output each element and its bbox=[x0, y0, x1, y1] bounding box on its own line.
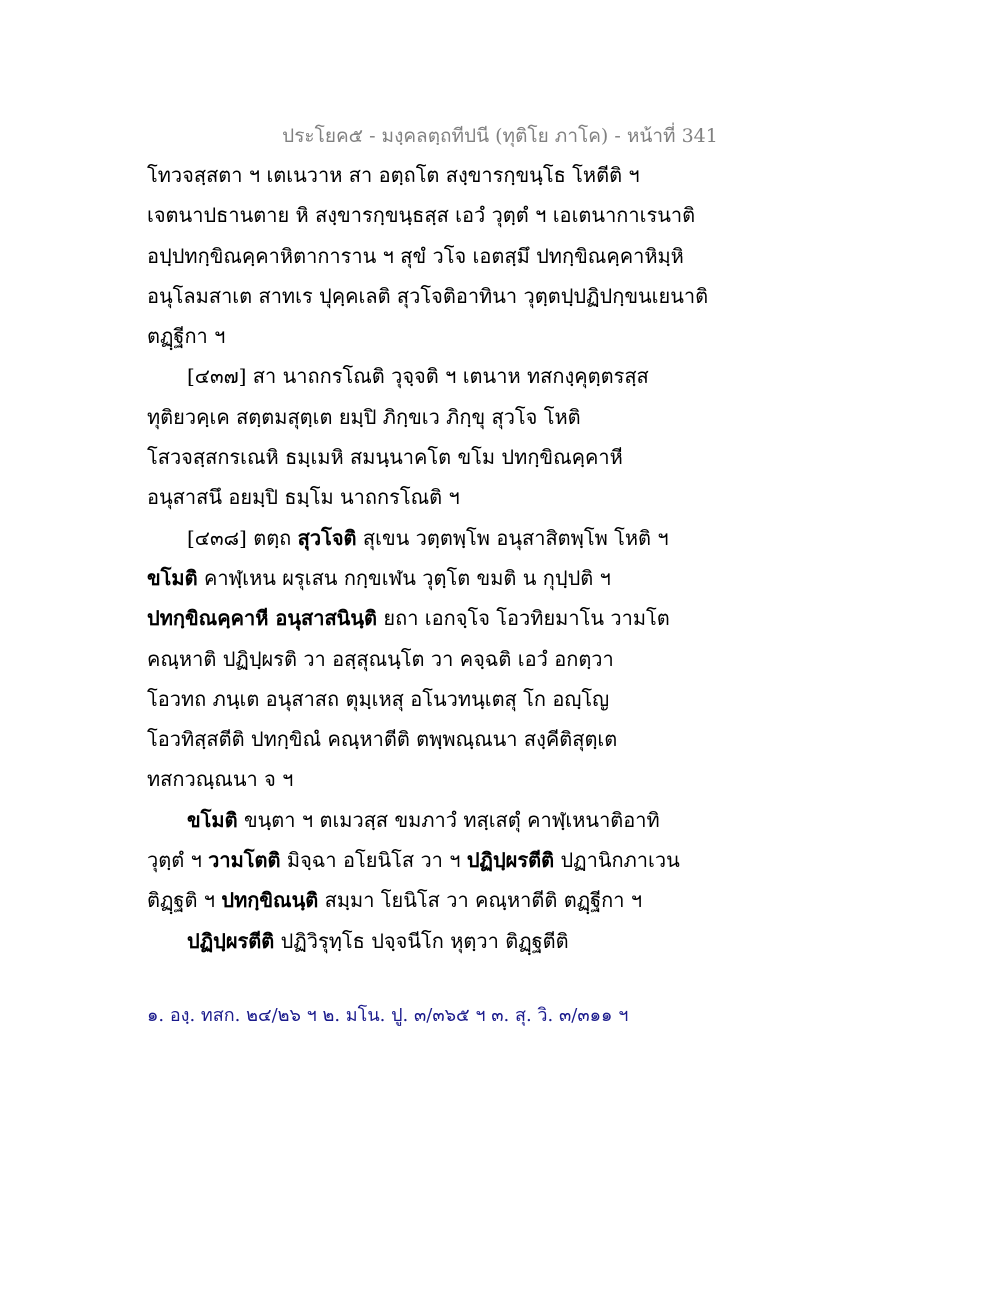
text-segment: อนุสาสนึ อยมฺปิ ธมฺโม นาถกรโณติ ฯ bbox=[147, 485, 460, 510]
text-segment: อนุโลมสาเต สาทเร ปุคฺคเลติ สุวโจติอาทินา วุตฺตปฺปฏิปกฺขนเยนาติ bbox=[147, 283, 709, 308]
text-segment: สุเขน วตฺตพฺโพ อนุสาสิตพฺโพ โหติ ฯ bbox=[356, 525, 669, 550]
text-segment: ตฏฺฐีกา ฯ bbox=[147, 324, 226, 349]
text-line bbox=[147, 195, 707, 235]
bold-term: ปทกฺขิณคฺคาหี อนุสาสนินฺติ bbox=[147, 606, 378, 631]
bold-term: ปฏิปฺผรตีติ bbox=[187, 928, 275, 953]
text-segment: ปฏิวิรุทฺโธ ปจฺจนีโก หุตฺวา ติฏฺฐตีติ bbox=[274, 928, 569, 953]
bold-term: สุวโจติ bbox=[297, 525, 357, 550]
text-line bbox=[147, 921, 707, 961]
text-segment: โทวจสฺสตา ฯ เตเนวาห สา อตฺถโต สงฺขารกฺขนฺโธ โหตีติ ฯ bbox=[147, 163, 640, 187]
text-segment: วุตฺตํ ฯ bbox=[147, 848, 209, 873]
text-segment: คณฺหาติ ปฏิปฺผรติ วา อสฺสุณนฺโต วา คจฺฉติ เอวํ อกตฺวา bbox=[147, 646, 614, 671]
bold-term: ปฏิปฺผรตีติ bbox=[466, 848, 555, 873]
text-segment: ติฏฺฐติ ฯ bbox=[147, 888, 222, 913]
text-segment: ยถา เอกจฺโจ โอวทิยมาโน วามโต bbox=[377, 606, 670, 631]
text-segment: มิจฺฉา อโยนิโส วา ฯ bbox=[280, 848, 467, 873]
text-line bbox=[147, 800, 707, 840]
text-line bbox=[147, 759, 707, 799]
text-segment: คาฬฺเหน ผรุเสน กกฺขเฬน วุตฺโต ขมติ น กุปฺปติ ฯ bbox=[197, 565, 611, 590]
text-line bbox=[147, 316, 707, 356]
text-segment: ขนฺตา ฯ ตเมวสฺส ขมภาวํ ทสฺเสตุํ คาฬฺเหนาติอาทิ bbox=[237, 807, 660, 832]
text-segment: ทสกวณฺณนา จ ฯ bbox=[147, 767, 294, 792]
text-line bbox=[147, 558, 707, 598]
text-segment: โอวทถ ภนฺเต อนุสาสถ ตุมฺเหสุ อโนวทนฺเตสุ โก อญฺโญ bbox=[147, 686, 610, 711]
text-line bbox=[147, 719, 707, 759]
text-segment: โสวจสฺสกรเณหิ ธมฺเมหิ สมนฺนาคโต ขโม ปทกฺขิณคฺคาหี bbox=[147, 445, 623, 470]
text-line bbox=[147, 477, 707, 517]
text-line bbox=[147, 840, 707, 880]
text-line bbox=[147, 518, 707, 558]
text-segment: เจตนาปธานตาย หิ สงฺขารกฺขนฺธสฺส เอวํ วุตฺตํ ฯ เอเตนากาเรนาติ bbox=[147, 203, 696, 228]
text-line bbox=[147, 880, 707, 920]
text-line bbox=[147, 236, 707, 276]
text-segment: โอวทิสฺสตีติ ปทกฺขิณํ คณฺหาตีติ ตพฺพณฺณนา สงฺคีติสุตฺเต bbox=[147, 727, 618, 752]
text-segment: ทุติยวคฺเค สตฺตมสุตฺเต ยมฺปิ ภิกฺขเว ภิกฺขุ สุวโจ โหติ bbox=[147, 404, 581, 429]
text-line bbox=[147, 397, 707, 437]
bold-term: วามโตติ bbox=[208, 848, 281, 873]
body-text bbox=[147, 155, 707, 961]
text-line bbox=[147, 639, 707, 679]
text-line bbox=[147, 598, 707, 638]
text-segment: อปฺปทกฺขิณคฺคาหิตาการาน ฯ สุขํ วโจ เอตสฺมึ ปทกฺขิณคฺคาหิมฺหิ bbox=[147, 243, 684, 268]
text-segment: สมฺมา โยนิโส วา คณฺหาตีติ ตฏฺฐีกา ฯ bbox=[318, 888, 643, 913]
text-line bbox=[147, 679, 707, 719]
text-line bbox=[147, 276, 707, 316]
text-segment: [๔๓๗] สา นาถกรโณติ วุจฺจติ ฯ เตนาห ทสกงฺคุตฺตรสฺส bbox=[187, 364, 649, 389]
page-header: ประโยค๕ - มงฺคลตฺถทีปนี (ทุติโย ภาโค) - หน้าที่ 341 bbox=[282, 125, 718, 147]
text-segment: [๔๓๘] ตตฺถ bbox=[187, 525, 298, 550]
text-line bbox=[147, 437, 707, 477]
bold-term: ขโมติ bbox=[187, 807, 238, 832]
text-line bbox=[147, 155, 707, 195]
bold-term: ปทกฺขิณนฺติ bbox=[221, 888, 319, 913]
footnote: ๑. องฺ. ทสก. ๒๔/๒๖ ฯ ๒. มโน. ปู. ๓/๓๖๕ ฯ ๓. สุ. วิ. ๓/๓๑๑ ฯ bbox=[147, 1005, 629, 1026]
bold-term: ขโมติ bbox=[147, 565, 198, 590]
text-segment: ปฏานิกภาเวน bbox=[554, 848, 680, 873]
text-line bbox=[147, 356, 707, 396]
